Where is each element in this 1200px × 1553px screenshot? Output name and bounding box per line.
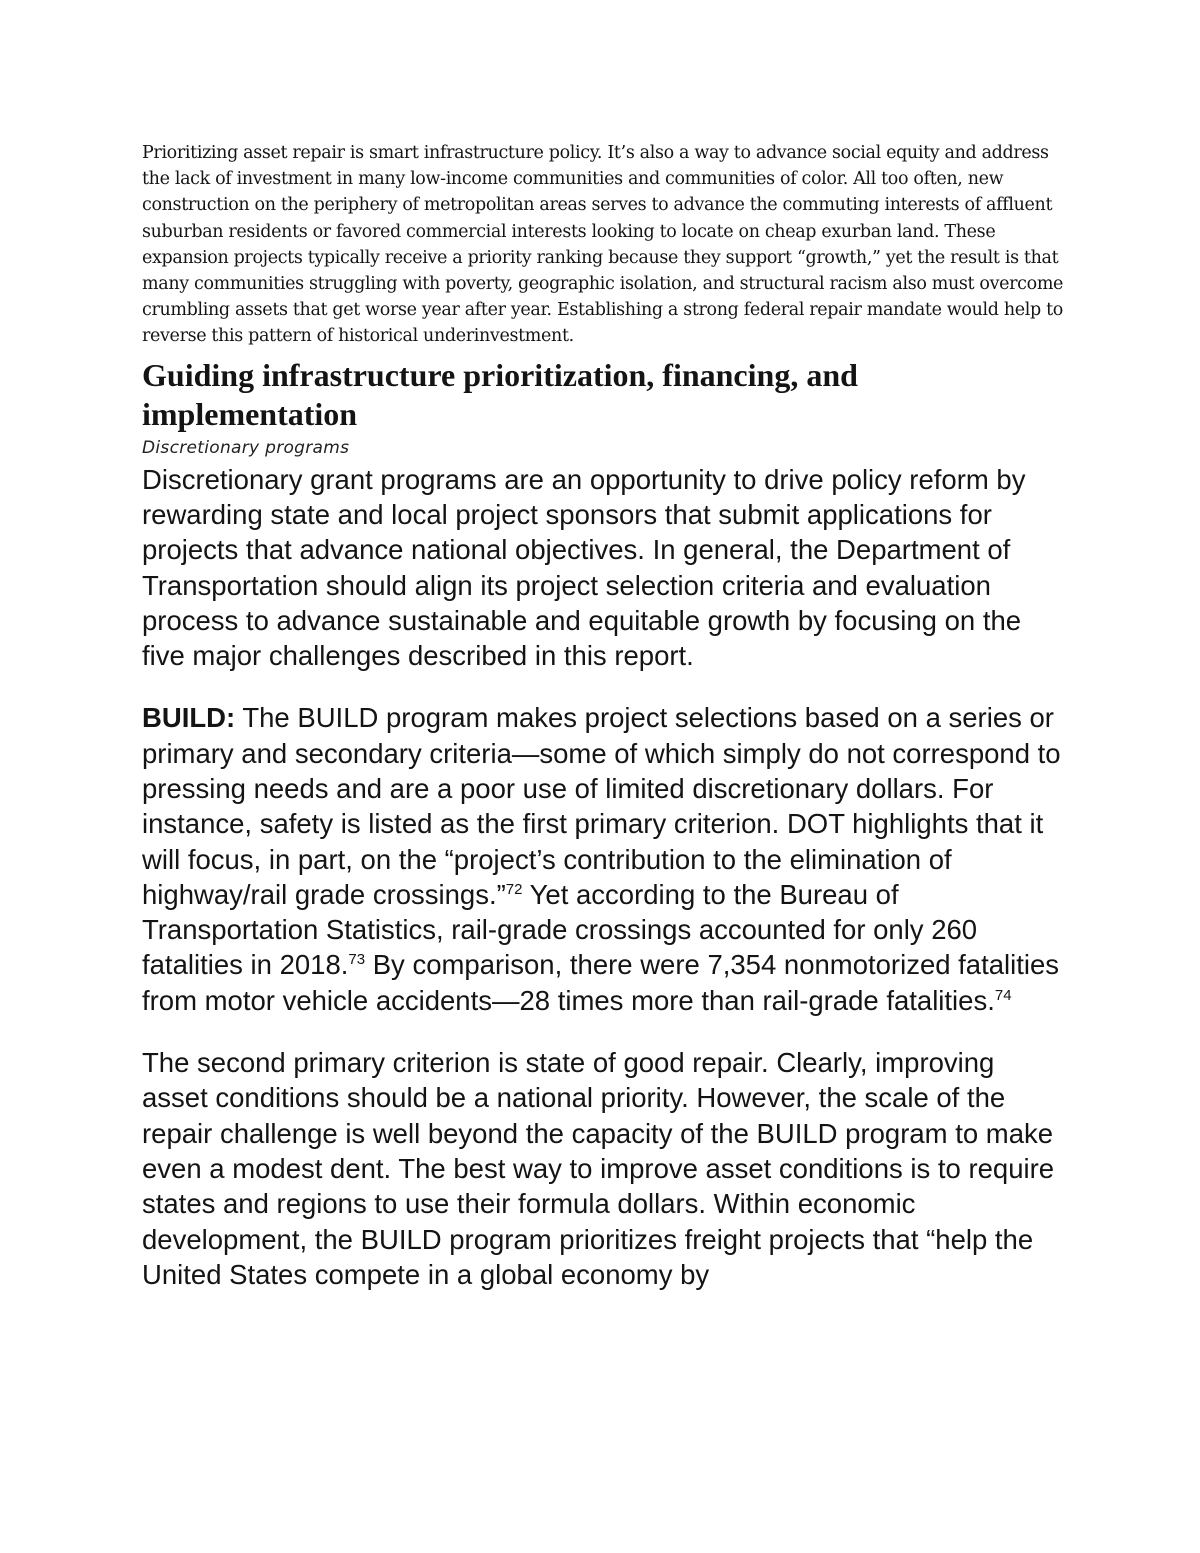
footnote-ref-74: 74 xyxy=(994,986,1012,1004)
section-heading: Guiding infrastructure prioritization, financing, and implementation xyxy=(142,356,858,432)
build-text-segment-2: Yet according to the Bureau of Transportation Statistics, rail-grade crossings accounted for only 260 fatalities in 2018. xyxy=(142,878,978,981)
intro-paragraph: Prioritizing asset repair is smart infrastructure policy. It’s also a way to advance social equity and address the lack of investment in many low-income communities and communities of color. All too often, new construction on the periphery of metropolitan areas serves to advance the commuting interests of affluent suburban residents or favored commercial interests looking to locate on cheap exurban land. These expansion projects typically receive a priority ranking because they support “growth,” yet the result is that many communities struggling with poverty, geographic isolation, and structural racism also must overcome crumbling assets that get worse year after year. Establishing a strong federal repair mandate would help to reverse this pattern of historical underinvestment. xyxy=(142,143,1064,347)
discretionary-paragraph: Discretionary grant programs are an opportunity to drive policy reform by rewarding state and local project sponsors that submit applications for projects that advance national objectives. In general, the Department of Transportation should align its project selection criteria and evaluation process to advance sustainable and equitable growth by focusing on the five major challenges described in this report. xyxy=(142,463,1026,672)
second-criterion-paragraph: The second primary criterion is state of good repair. Clearly, improving asset conditions should be a national priority. However, the scale of the repair challenge is well beyond the capacity of the BUILD program to make even a modest dent. The best way to improve asset conditions is to require states and regions to use their formula dollars. Within economic development, the BUILD program prioritizes freight projects that “help the United States compete in a global economy by xyxy=(142,1047,1055,1290)
build-label: BUILD: xyxy=(142,702,236,734)
build-text-segment-1: The BUILD program makes project selections based on a series or primary and secondary criteria—some of which simply do not correspond to pressing needs and are a poor use of limited discretionary dollars. For instance, safety is listed as the first primary criterion. DOT highlights that it will focus, in part, on the “project’s contribution to the elimination of highway/rail grade crossings.” xyxy=(142,702,1061,910)
document-page xyxy=(142,140,1067,1292)
build-text-segment-3: By comparison, there were 7,354 nonmotorized fatalities from motor vehicle accidents—28 times more than rail-grade fatalities. xyxy=(142,949,1060,1016)
build-paragraph xyxy=(142,700,1067,1018)
section-subheading: Discretionary programs xyxy=(142,437,350,458)
footnote-ref-73: 73 xyxy=(348,951,366,969)
footnote-ref-72: 72 xyxy=(505,880,523,898)
